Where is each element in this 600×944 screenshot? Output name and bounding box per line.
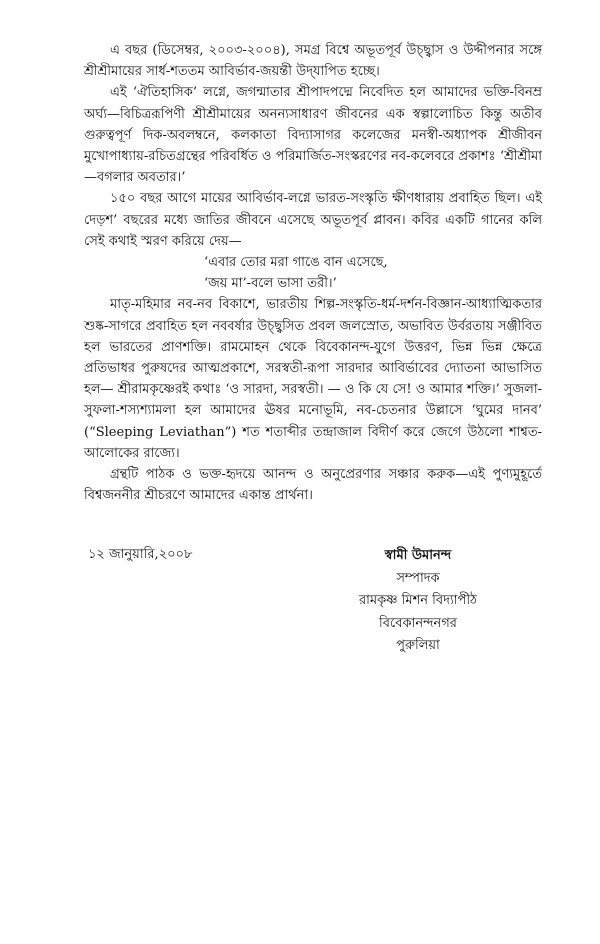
preface-body <box>84 40 542 506</box>
paragraph-4: মাতৃ-মহিমার নব-নব বিকাশে, ভারতীয় শিল্প-সংস্কৃতি-ধর্ম-দর্শন-বিজ্ঞান-আধ্যাত্মিকতার শুষ্ক-সাগরে প্রবাহিত হল নববর্ষার উচ্ছ্বসিত প্রবল জলস্রোত, অভাবিত উর্বরতায় সঞ্জীবিত হল ভারতের প্রাণশক্তি। রামমোহন থেকে বিবেকানন্দ-যুগে উত্তরণ, ভিন্ন ভিন্ন ক্ষেত্রে প্রতিভাধর পুরুষদের আত্মপ্রকাশে, সরস্বতী-রূপা সারদার আবির্ভাবের দ্যোতনা আভাসিত হল— শ্রীরামকৃষ্ণেরই কথাঃ ‘ও সারদা, সরস্বতী। — ও কি যে সে! ও আমার শক্তি।’ সুজলা-সুফলা-শস্যশ্যামলা হল আমাদের ঊষর মনোভূমি, নব-চেতনার উল্লাসে ‘ঘুমের দানব’ (“Sleeping Leviathan”) শত শতাব্দীর তন্দ্রাজাল বিদীর্ণ করে জেগে উঠলো শাশ্বত-আলোকের রাজ্যে। <box>84 297 542 461</box>
place-name: বিবেকানন্দনগর <box>379 615 457 631</box>
signatory-name: স্বামী উমানন্দ <box>384 548 452 563</box>
paragraph-1: এ বছর (ডিসেম্বর, ২০০৩-২০০৪), সমগ্র বিশ্বে অভূতপূর্ব উচ্ছ্বাস ও উদ্দীপনার সঙ্গে শ্রীশ্রীমায়ের সার্ধ-শততম আবির্ভাব-জয়ন্তী উদ্‌যাপিত হচ্ছে। <box>84 43 542 80</box>
paragraph-5: গ্রন্থটি পাঠক ও ভক্ত-হৃদয়ে আনন্দ ও অনুপ্রেরণার সঞ্চার করুক—এই পুণ্যমুহূর্তে বিশ্বজননীর শ্রীচরণে আমাদের একান্ত প্রার্থনা। <box>84 467 542 504</box>
institution-name: রামকৃষ্ণ মিশন বিদ্যাপীঠ <box>359 593 477 608</box>
paragraph-2: এই ‘ঐতিহাসিক’ লগ্নে, জগন্মাতার শ্রীপাদপদ্মে নিবেদিত হল আমাদের ভক্তি-বিনম্র অর্ঘ্য—বিচিত্ররূপিণী শ্রীশ্রীমায়ের অনন্যসাধারণ জীবনের এক স্বল্পালোচিত কিন্তু অতীব গুরুত্বপূর্ণ দিক-অবলম্বনে, কলকাতা বিদ্যাসাগর কলেজের মনস্বী-অধ্যাপক শ্রীজীবন মুখোপাধ্যায়-রচিতগ্রন্থের পরিবর্ধিত ও পরিমার্জিত-সংস্করণের নব-কলেবরে প্রকাশঃ ‘শ্রীশ্রীমা—বগলার অবতার।’ <box>84 85 542 186</box>
paragraph-3: ১৫০ বছর আগে মায়ের আবির্ভাব-লগ্নে ভারত-সংস্কৃতি ক্ষীণধারায় প্রবাহিত ছিল। এই দেড়শ’ বছরের মধ্যে জাতির জীবনে এসেছে অভূতপূর্ব প্লাবন। কবির একটি গানের কলি সেই কথাই স্মরণ করিয়ে দেয়— <box>84 191 542 249</box>
signatory-role: সম্পাদক <box>396 570 440 586</box>
verse-line-2: ‘জয় মা’-বলে ভাসা তরী।’ <box>204 276 337 292</box>
verse-line-1: ‘এবার তোর মরা গাঙে বান এসেছে, <box>204 255 388 271</box>
signature-block <box>318 545 518 658</box>
date: ১২ জানুয়ারি,২০০৮ <box>88 547 193 562</box>
district-name: পুরুলিয়া <box>396 638 440 653</box>
